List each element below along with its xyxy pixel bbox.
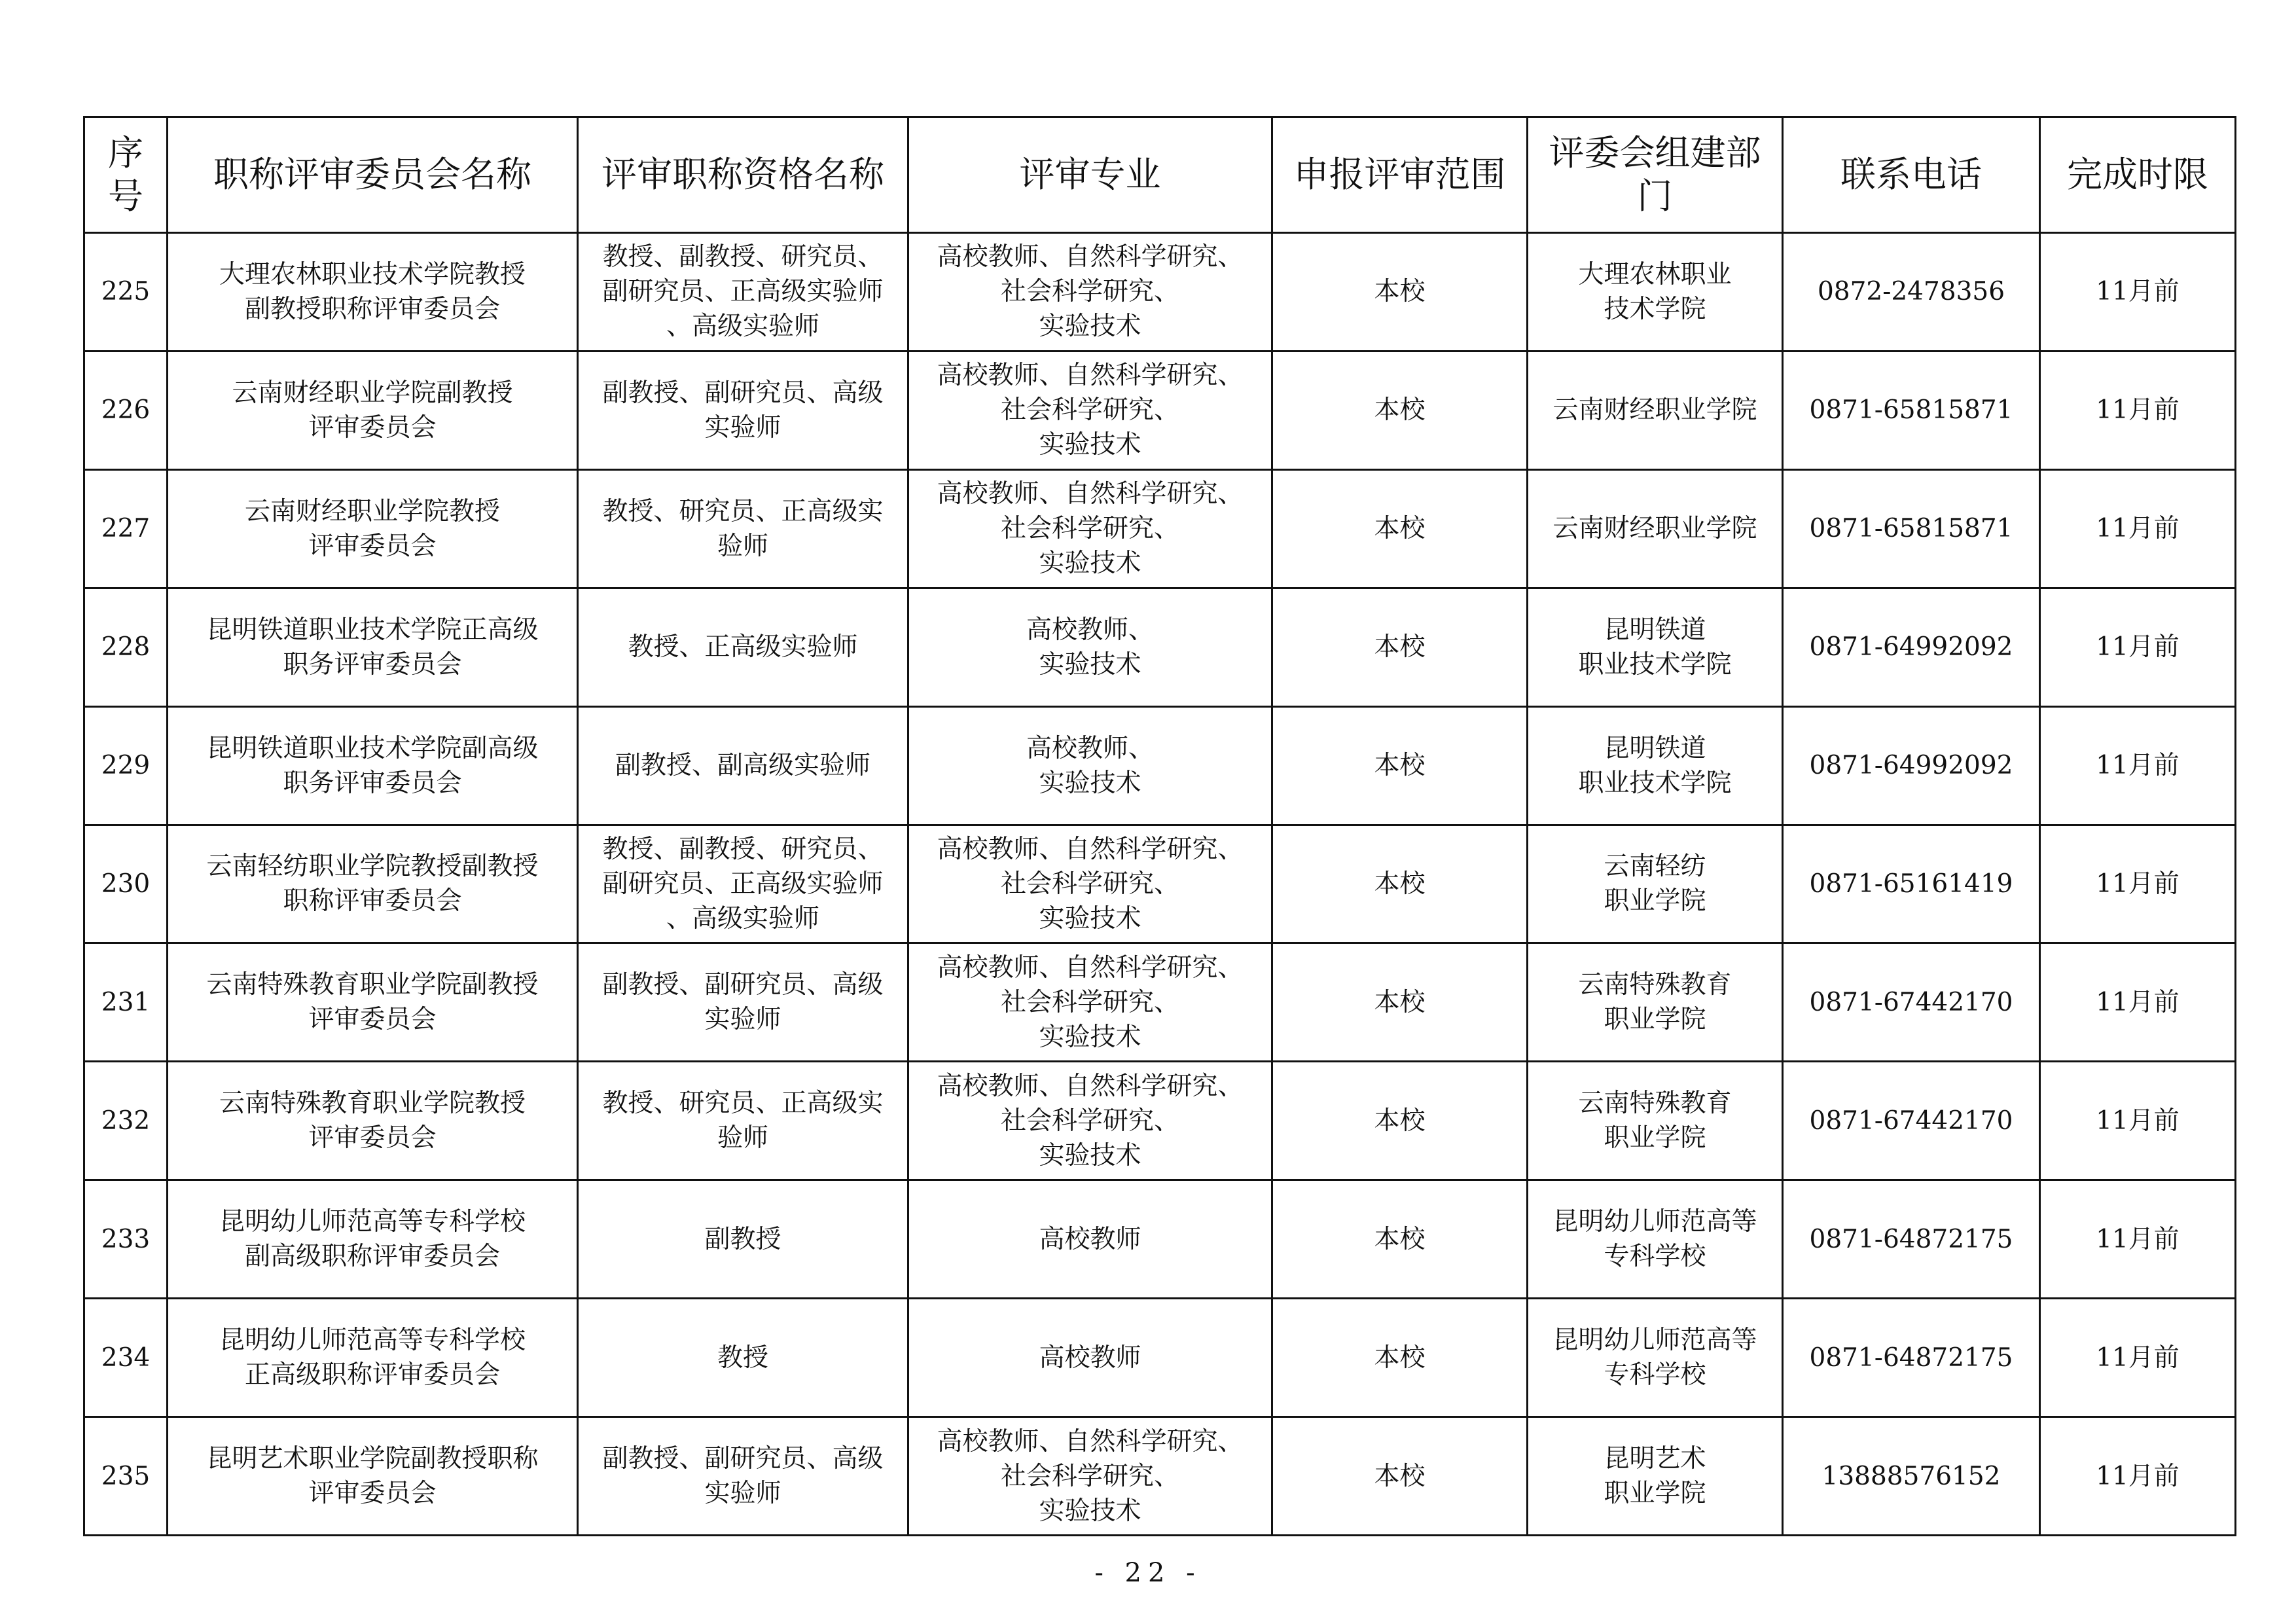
scope-cell: 本校 <box>1272 943 1528 1062</box>
department-cell: 云南财经职业学院 <box>1528 469 1783 588</box>
row-number-cell: 232 <box>84 1062 168 1180</box>
deadline-cell: 11月前 <box>2040 943 2236 1062</box>
deadline-cell: 11月前 <box>2040 233 2236 352</box>
row-number-cell: 227 <box>84 469 168 588</box>
qualification-cell: 副教授、副研究员、高级 实验师 <box>578 1417 908 1536</box>
qualification-cell: 教授、研究员、正高级实 验师 <box>578 469 908 588</box>
qualification-cell: 教授 <box>578 1299 908 1417</box>
department-cell: 云南财经职业学院 <box>1528 351 1783 469</box>
phone-cell: 0871-67442170 <box>1783 1062 2040 1180</box>
specialty-cell: 高校教师、 实验技术 <box>908 588 1272 706</box>
row-number-cell: 233 <box>84 1180 168 1299</box>
table-row <box>84 943 2236 1062</box>
phone-cell: 0871-64872175 <box>1783 1180 2040 1299</box>
committee-name-cell: 大理农林职业技术学院教授 副教授职称评审委员会 <box>168 233 578 352</box>
department-cell: 云南特殊教育 职业学院 <box>1528 943 1783 1062</box>
phone-cell: 0872-2478356 <box>1783 233 2040 352</box>
department-cell: 云南轻纺 职业学院 <box>1528 825 1783 943</box>
scope-cell: 本校 <box>1272 1299 1528 1417</box>
qualification-cell: 教授、正高级实验师 <box>578 588 908 706</box>
row-number-cell: 230 <box>84 825 168 943</box>
specialty-cell: 高校教师 <box>908 1299 1272 1417</box>
deadline-cell: 11月前 <box>2040 825 2236 943</box>
header-cell: 评审专业 <box>908 117 1272 233</box>
specialty-cell: 高校教师、自然科学研究、 社会科学研究、 实验技术 <box>908 1417 1272 1536</box>
specialty-cell: 高校教师、自然科学研究、 社会科学研究、 实验技术 <box>908 469 1272 588</box>
table-row <box>84 1417 2236 1536</box>
department-cell: 昆明幼儿师范高等 专科学校 <box>1528 1180 1783 1299</box>
department-cell: 云南特殊教育 职业学院 <box>1528 1062 1783 1180</box>
scope-cell: 本校 <box>1272 1180 1528 1299</box>
specialty-cell: 高校教师 <box>908 1180 1272 1299</box>
committee-name-cell: 云南轻纺职业学院教授副教授 职称评审委员会 <box>168 825 578 943</box>
row-number-cell: 225 <box>84 233 168 352</box>
phone-cell: 0871-64872175 <box>1783 1299 2040 1417</box>
phone-cell: 0871-65815871 <box>1783 351 2040 469</box>
row-number-cell: 228 <box>84 588 168 706</box>
committee-name-cell: 云南特殊教育职业学院副教授 评审委员会 <box>168 943 578 1062</box>
header-cell: 申报评审范围 <box>1272 117 1528 233</box>
row-number-cell: 234 <box>84 1299 168 1417</box>
table-row <box>84 588 2236 706</box>
committee-name-cell: 昆明幼儿师范高等专科学校 副高级职称评审委员会 <box>168 1180 578 1299</box>
department-cell: 大理农林职业 技术学院 <box>1528 233 1783 352</box>
table-row <box>84 1180 2236 1299</box>
page-number: - 22 - <box>1094 1558 1202 1588</box>
scope-cell: 本校 <box>1272 588 1528 706</box>
committee-name-cell: 昆明幼儿师范高等专科学校 正高级职称评审委员会 <box>168 1299 578 1417</box>
deadline-cell: 11月前 <box>2040 1180 2236 1299</box>
row-number-cell: 229 <box>84 706 168 825</box>
department-cell: 昆明幼儿师范高等 专科学校 <box>1528 1299 1783 1417</box>
qualification-cell: 副教授 <box>578 1180 908 1299</box>
committee-name-cell: 云南财经职业学院副教授 评审委员会 <box>168 351 578 469</box>
specialty-cell: 高校教师、自然科学研究、 社会科学研究、 实验技术 <box>908 233 1272 352</box>
table-row <box>84 1062 2236 1180</box>
department-cell: 昆明铁道 职业技术学院 <box>1528 588 1783 706</box>
table-row <box>84 469 2236 588</box>
specialty-cell: 高校教师、自然科学研究、 社会科学研究、 实验技术 <box>908 1062 1272 1180</box>
committee-name-cell: 云南财经职业学院教授 评审委员会 <box>168 469 578 588</box>
committee-name-cell: 昆明铁道职业技术学院正高级 职务评审委员会 <box>168 588 578 706</box>
phone-cell: 13888576152 <box>1783 1417 2040 1536</box>
deadline-cell: 11月前 <box>2040 1299 2236 1417</box>
row-number-cell: 235 <box>84 1417 168 1536</box>
phone-cell: 0871-67442170 <box>1783 943 2040 1062</box>
table-row <box>84 1299 2236 1417</box>
table-row <box>84 706 2236 825</box>
deadline-cell: 11月前 <box>2040 1417 2236 1536</box>
specialty-cell: 高校教师、自然科学研究、 社会科学研究、 实验技术 <box>908 825 1272 943</box>
scope-cell: 本校 <box>1272 1062 1528 1180</box>
phone-cell: 0871-65161419 <box>1783 825 2040 943</box>
qualification-cell: 教授、副教授、研究员、 副研究员、正高级实验师 、高级实验师 <box>578 233 908 352</box>
scope-cell: 本校 <box>1272 233 1528 352</box>
row-number-cell: 231 <box>84 943 168 1062</box>
scope-cell: 本校 <box>1272 469 1528 588</box>
specialty-cell: 高校教师、 实验技术 <box>908 706 1272 825</box>
phone-cell: 0871-65815871 <box>1783 469 2040 588</box>
qualification-cell: 副教授、副研究员、高级 实验师 <box>578 943 908 1062</box>
row-number-cell: 226 <box>84 351 168 469</box>
department-cell: 昆明艺术 职业学院 <box>1528 1417 1783 1536</box>
department-cell: 昆明铁道 职业技术学院 <box>1528 706 1783 825</box>
table-row <box>84 233 2236 352</box>
committee-name-cell: 昆明艺术职业学院副教授职称 评审委员会 <box>168 1417 578 1536</box>
header-cell: 评审职称资格名称 <box>578 117 908 233</box>
deadline-cell: 11月前 <box>2040 706 2236 825</box>
committee-name-cell: 昆明铁道职业技术学院副高级 职务评审委员会 <box>168 706 578 825</box>
scope-cell: 本校 <box>1272 825 1528 943</box>
evaluation-committee-table <box>83 116 2236 1536</box>
table-row <box>84 351 2236 469</box>
committee-name-cell: 云南特殊教育职业学院教授 评审委员会 <box>168 1062 578 1180</box>
header-cell: 序 号 <box>84 117 168 233</box>
deadline-cell: 11月前 <box>2040 351 2236 469</box>
header-cell: 联系电话 <box>1783 117 2040 233</box>
qualification-cell: 副教授、副高级实验师 <box>578 706 908 825</box>
scope-cell: 本校 <box>1272 351 1528 469</box>
specialty-cell: 高校教师、自然科学研究、 社会科学研究、 实验技术 <box>908 943 1272 1062</box>
qualification-cell: 教授、研究员、正高级实 验师 <box>578 1062 908 1180</box>
scope-cell: 本校 <box>1272 706 1528 825</box>
qualification-cell: 副教授、副研究员、高级 实验师 <box>578 351 908 469</box>
deadline-cell: 11月前 <box>2040 588 2236 706</box>
specialty-cell: 高校教师、自然科学研究、 社会科学研究、 实验技术 <box>908 351 1272 469</box>
deadline-cell: 11月前 <box>2040 469 2236 588</box>
header-cell: 职称评审委员会名称 <box>168 117 578 233</box>
scope-cell: 本校 <box>1272 1417 1528 1536</box>
phone-cell: 0871-64992092 <box>1783 706 2040 825</box>
phone-cell: 0871-64992092 <box>1783 588 2040 706</box>
table-row <box>84 825 2236 943</box>
qualification-cell: 教授、副教授、研究员、 副研究员、正高级实验师 、高级实验师 <box>578 825 908 943</box>
table-header-row <box>84 117 2236 233</box>
header-cell: 评委会组建部 门 <box>1528 117 1783 233</box>
table-body <box>84 233 2236 1536</box>
header-cell: 完成时限 <box>2040 117 2236 233</box>
deadline-cell: 11月前 <box>2040 1062 2236 1180</box>
